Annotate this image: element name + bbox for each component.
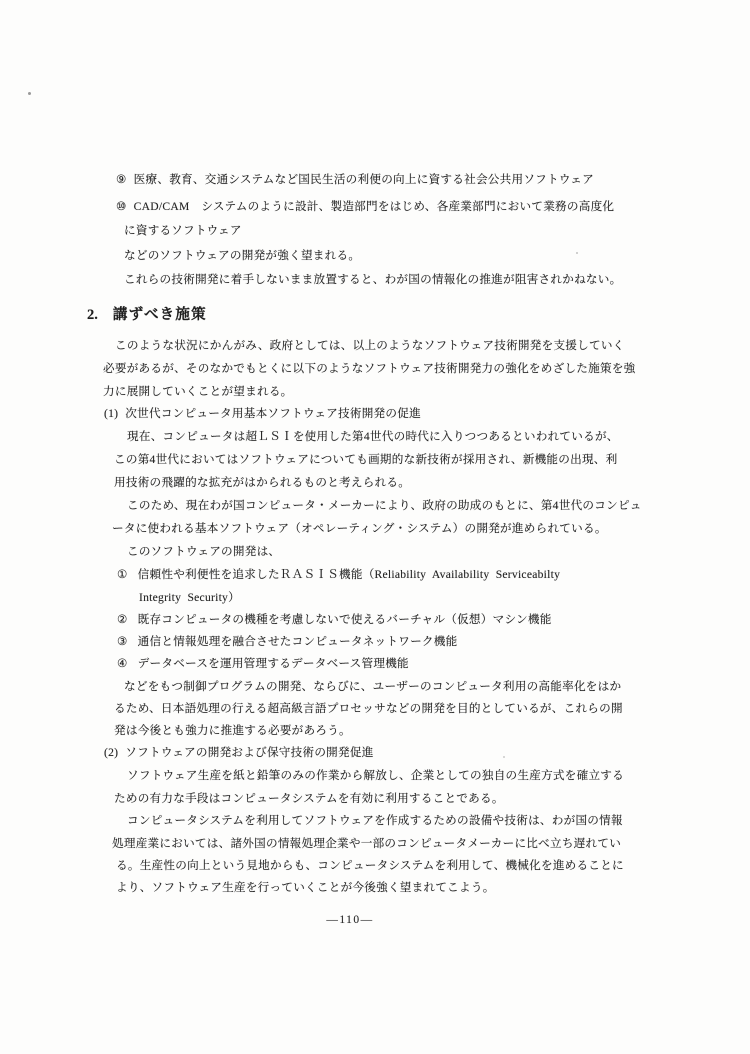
feature-item-1 <box>117 568 560 582</box>
sub1-para3: このソフトウェアの開発は、 <box>127 545 281 558</box>
section-intro-line-1: このような状況にかんがみ、政府としては、以上のようなソフトウェア技術開発を支援していく <box>115 339 625 352</box>
sub1-para1-line-1: 現在、コンピュータは超ＬＳＩを使用した第4世代の時代に入りつつあるといわれているが、 <box>127 430 619 443</box>
subsection-1-heading <box>104 407 421 421</box>
item-10-text: CAD/CAM システムのように設計、製造部門をはじめ、各産業部門において業務の高度化 <box>133 200 615 213</box>
section-intro-line-2: 必要があるが、そのなかでもとくに以下のようなソフトウェア技術開発力の強化をめざした施策を強 <box>103 362 636 375</box>
subsection-1-title: 次世代コンピュータ用基本ソフトウェア技術開発の促進 <box>125 407 421 420</box>
feature-item-2 <box>117 613 552 627</box>
subsection-2-marker: (2) <box>104 746 119 759</box>
item-10-marker: ⑩ <box>116 200 127 213</box>
sub2-para2-line-2: 処理産業においては、諸外国の情報処理企業や一部のコンピュータメーカーに比べ立ち遅れてい <box>112 837 622 850</box>
sub1-para1-line-2: この第4世代においてはソフトウェアについても画期的な新技術が採用され、新機能の出現、利 <box>114 453 618 466</box>
feature-3-marker: ③ <box>117 635 128 648</box>
sub2-para1-line-2: ための有力な手段はコンピュータシステムを有効に利用することである。 <box>114 792 504 805</box>
feature-2-text: 既存コンピュータの機種を考慮しないで使えるバーチャル（仮想）マシン機能 <box>137 613 552 626</box>
feature-4-text: データベースを運用管理するデータベース管理機能 <box>137 657 409 670</box>
sub2-para2-line-1: コンピュータシステムを利用してソフトウェアを作成するための設備や技術は、わが国の情報 <box>127 814 623 827</box>
scan-speckle <box>28 92 31 95</box>
sub1-para2-line-2: ータに使われる基本ソフトウェア（オペレーティング・システム）の開発が進められている。 <box>112 522 607 535</box>
section-heading <box>87 303 207 324</box>
sub1-para4-line-2: るため、日本語処理の行える超高級言語プロセッサなどの開発を目的としているが、これらの開 <box>114 702 623 715</box>
subsection-1-marker: (1) <box>104 407 119 420</box>
feature-3-text: 通信と情報処理を融合させたコンピュータネットワーク機能 <box>137 635 458 648</box>
sub1-para2-line-1: このため、現在わが国コンピュータ・メーカーにより、政府の助成のもとに、第4世代のコンピュ <box>127 499 642 512</box>
feature-2-marker: ② <box>117 613 128 626</box>
section-intro-line-3: 力に展開していくことが望まれる。 <box>103 385 293 398</box>
item-9-marker: ⑨ <box>116 173 127 186</box>
intro-closing-line-2: これらの技術開発に着手しないまま放置すると、わが国の情報化の推進が阻害されかねない。 <box>124 273 622 286</box>
feature-1-text: 信頼性や利便性を追求したＲＡＳＩＳ機能（Reliability Availability Serviceabilty <box>137 568 561 581</box>
feature-item-4 <box>117 657 409 671</box>
page-number: ―110― <box>326 914 374 926</box>
list-item-9 <box>116 173 594 187</box>
sub2-para2-line-3: る。生産性の向上という見地からも、コンピュータシステムを利用して、機械化を進めることに <box>116 859 624 872</box>
sub1-para1-line-3: 用技術の飛躍的な拡充がはかられるものと考えられる。 <box>114 476 411 489</box>
feature-item-1-continuation: Integrity Security） <box>139 591 240 604</box>
subsection-2-title: ソフトウェアの開発および保守技術の開発促進 <box>125 746 374 759</box>
sub2-para1-line-1: ソフトウェア生産を紙と鉛筆のみの作業から解放し、企業としての独自の生産方式を確立する <box>127 769 624 782</box>
sub1-para4-line-3: 発は今後とも強力に推進する必要があろう。 <box>114 724 351 737</box>
feature-1-marker: ① <box>117 568 128 581</box>
feature-4-marker: ④ <box>117 657 128 670</box>
subsection-2-heading <box>104 746 374 760</box>
section-title: 講ずべき施策 <box>112 307 207 323</box>
scan-speckle <box>576 252 578 254</box>
item-9-text: 医療、教育、交通システムなど国民生活の利便の向上に資する社会公共用ソフトウェア <box>133 173 594 186</box>
section-number: 2. <box>87 307 98 323</box>
feature-item-3 <box>117 635 457 649</box>
list-item-10 <box>116 200 614 214</box>
sub1-para4-line-1: などをもつ制御プログラムの開発、ならびに、ユーザーのコンピュータ利用の高能率化をはか <box>124 680 622 693</box>
item-10-continuation: に資するソフトウェア <box>124 224 242 237</box>
scan-speckle <box>503 756 505 758</box>
sub2-para2-line-4: より、ソフトウェア生産を行っていくことが今後強く望まれてこよう。 <box>116 881 495 894</box>
intro-closing-line-1: などのソフトウェアの開発が強く望まれる。 <box>124 249 361 262</box>
